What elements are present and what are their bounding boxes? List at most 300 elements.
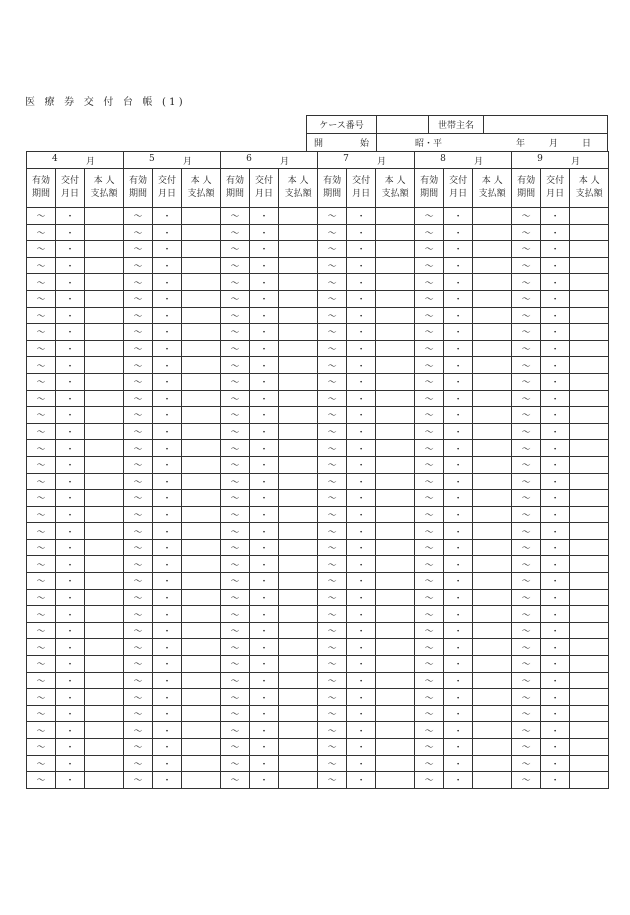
payment-cell[interactable] [279, 407, 318, 424]
issue-date-cell[interactable]: ・ [56, 606, 85, 623]
payment-cell[interactable] [376, 772, 415, 789]
issue-date-cell[interactable]: ・ [347, 307, 376, 324]
issue-date-cell[interactable]: ・ [444, 656, 473, 673]
issue-date-cell[interactable]: ・ [56, 423, 85, 440]
issue-date-cell[interactable]: ・ [250, 208, 279, 225]
payment-cell[interactable] [376, 539, 415, 556]
issue-date-cell[interactable]: ・ [347, 340, 376, 357]
payment-cell[interactable] [85, 739, 124, 756]
payment-cell[interactable] [473, 772, 512, 789]
payment-cell[interactable] [473, 357, 512, 374]
payment-cell[interactable] [570, 490, 609, 507]
payment-cell[interactable] [279, 257, 318, 274]
payment-cell[interactable] [473, 506, 512, 523]
issue-date-cell[interactable]: ・ [153, 573, 182, 590]
payment-cell[interactable] [85, 357, 124, 374]
valid-period-cell[interactable]: 〜 [512, 473, 541, 490]
payment-cell[interactable] [570, 407, 609, 424]
issue-date-cell[interactable]: ・ [444, 722, 473, 739]
payment-cell[interactable] [473, 722, 512, 739]
issue-date-cell[interactable]: ・ [347, 490, 376, 507]
issue-date-cell[interactable]: ・ [250, 440, 279, 457]
payment-cell[interactable] [182, 423, 221, 440]
valid-period-cell[interactable]: 〜 [415, 257, 444, 274]
payment-cell[interactable] [85, 456, 124, 473]
valid-period-cell[interactable]: 〜 [221, 589, 250, 606]
payment-cell[interactable] [473, 208, 512, 225]
valid-period-cell[interactable]: 〜 [512, 307, 541, 324]
valid-period-cell[interactable]: 〜 [124, 224, 153, 241]
payment-cell[interactable] [182, 473, 221, 490]
payment-cell[interactable] [473, 274, 512, 291]
payment-cell[interactable] [279, 357, 318, 374]
issue-date-cell[interactable]: ・ [153, 506, 182, 523]
valid-period-cell[interactable]: 〜 [27, 307, 56, 324]
valid-period-cell[interactable]: 〜 [27, 722, 56, 739]
valid-period-cell[interactable]: 〜 [415, 722, 444, 739]
issue-date-cell[interactable]: ・ [250, 473, 279, 490]
valid-period-cell[interactable]: 〜 [512, 208, 541, 225]
payment-cell[interactable] [376, 290, 415, 307]
payment-cell[interactable] [279, 705, 318, 722]
valid-period-cell[interactable]: 〜 [124, 622, 153, 639]
valid-period-cell[interactable]: 〜 [318, 224, 347, 241]
valid-period-cell[interactable]: 〜 [124, 556, 153, 573]
valid-period-cell[interactable]: 〜 [221, 622, 250, 639]
issue-date-cell[interactable]: ・ [153, 274, 182, 291]
payment-cell[interactable] [473, 324, 512, 341]
valid-period-cell[interactable]: 〜 [221, 373, 250, 390]
payment-cell[interactable] [473, 622, 512, 639]
issue-date-cell[interactable]: ・ [153, 241, 182, 258]
payment-cell[interactable] [570, 390, 609, 407]
valid-period-cell[interactable]: 〜 [124, 290, 153, 307]
valid-period-cell[interactable]: 〜 [415, 307, 444, 324]
payment-cell[interactable] [473, 523, 512, 540]
issue-date-cell[interactable]: ・ [250, 539, 279, 556]
issue-date-cell[interactable]: ・ [347, 241, 376, 258]
payment-cell[interactable] [376, 622, 415, 639]
valid-period-cell[interactable]: 〜 [512, 755, 541, 772]
valid-period-cell[interactable]: 〜 [27, 390, 56, 407]
payment-cell[interactable] [376, 257, 415, 274]
valid-period-cell[interactable]: 〜 [124, 324, 153, 341]
issue-date-cell[interactable]: ・ [541, 739, 570, 756]
issue-date-cell[interactable]: ・ [444, 739, 473, 756]
payment-cell[interactable] [473, 373, 512, 390]
payment-cell[interactable] [570, 755, 609, 772]
payment-cell[interactable] [473, 440, 512, 457]
valid-period-cell[interactable]: 〜 [27, 357, 56, 374]
payment-cell[interactable] [85, 573, 124, 590]
valid-period-cell[interactable]: 〜 [512, 290, 541, 307]
issue-date-cell[interactable]: ・ [347, 656, 376, 673]
valid-period-cell[interactable]: 〜 [27, 622, 56, 639]
payment-cell[interactable] [279, 224, 318, 241]
payment-cell[interactable] [85, 589, 124, 606]
issue-date-cell[interactable]: ・ [153, 672, 182, 689]
issue-date-cell[interactable]: ・ [541, 705, 570, 722]
issue-date-cell[interactable]: ・ [56, 639, 85, 656]
issue-date-cell[interactable]: ・ [541, 473, 570, 490]
issue-date-cell[interactable]: ・ [347, 423, 376, 440]
payment-cell[interactable] [473, 705, 512, 722]
valid-period-cell[interactable]: 〜 [221, 539, 250, 556]
issue-date-cell[interactable]: ・ [153, 556, 182, 573]
issue-date-cell[interactable]: ・ [56, 705, 85, 722]
payment-cell[interactable] [85, 423, 124, 440]
payment-cell[interactable] [85, 473, 124, 490]
issue-date-cell[interactable]: ・ [250, 274, 279, 291]
payment-cell[interactable] [376, 639, 415, 656]
payment-cell[interactable] [570, 772, 609, 789]
issue-date-cell[interactable]: ・ [56, 556, 85, 573]
payment-cell[interactable] [473, 739, 512, 756]
valid-period-cell[interactable]: 〜 [415, 224, 444, 241]
payment-cell[interactable] [473, 672, 512, 689]
valid-period-cell[interactable]: 〜 [124, 208, 153, 225]
issue-date-cell[interactable]: ・ [56, 622, 85, 639]
issue-date-cell[interactable]: ・ [444, 539, 473, 556]
issue-date-cell[interactable]: ・ [541, 506, 570, 523]
payment-cell[interactable] [473, 539, 512, 556]
issue-date-cell[interactable]: ・ [347, 373, 376, 390]
issue-date-cell[interactable]: ・ [444, 324, 473, 341]
payment-cell[interactable] [376, 523, 415, 540]
issue-date-cell[interactable]: ・ [153, 722, 182, 739]
valid-period-cell[interactable]: 〜 [221, 440, 250, 457]
payment-cell[interactable] [85, 440, 124, 457]
payment-cell[interactable] [279, 755, 318, 772]
payment-cell[interactable] [182, 523, 221, 540]
payment-cell[interactable] [182, 622, 221, 639]
issue-date-cell[interactable]: ・ [153, 324, 182, 341]
issue-date-cell[interactable]: ・ [250, 373, 279, 390]
payment-cell[interactable] [570, 722, 609, 739]
valid-period-cell[interactable]: 〜 [124, 772, 153, 789]
issue-date-cell[interactable]: ・ [153, 440, 182, 457]
valid-period-cell[interactable]: 〜 [318, 440, 347, 457]
issue-date-cell[interactable]: ・ [444, 407, 473, 424]
issue-date-cell[interactable]: ・ [444, 274, 473, 291]
valid-period-cell[interactable]: 〜 [221, 208, 250, 225]
valid-period-cell[interactable]: 〜 [221, 672, 250, 689]
payment-cell[interactable] [279, 656, 318, 673]
payment-cell[interactable] [85, 622, 124, 639]
payment-cell[interactable] [376, 407, 415, 424]
valid-period-cell[interactable]: 〜 [124, 390, 153, 407]
valid-period-cell[interactable]: 〜 [27, 340, 56, 357]
issue-date-cell[interactable]: ・ [347, 523, 376, 540]
payment-cell[interactable] [376, 357, 415, 374]
valid-period-cell[interactable]: 〜 [27, 689, 56, 706]
payment-cell[interactable] [473, 257, 512, 274]
payment-cell[interactable] [570, 473, 609, 490]
payment-cell[interactable] [85, 689, 124, 706]
valid-period-cell[interactable]: 〜 [318, 672, 347, 689]
valid-period-cell[interactable]: 〜 [221, 274, 250, 291]
payment-cell[interactable] [473, 755, 512, 772]
payment-cell[interactable] [182, 307, 221, 324]
payment-cell[interactable] [182, 440, 221, 457]
valid-period-cell[interactable]: 〜 [415, 772, 444, 789]
payment-cell[interactable] [376, 340, 415, 357]
issue-date-cell[interactable]: ・ [56, 473, 85, 490]
payment-cell[interactable] [376, 739, 415, 756]
issue-date-cell[interactable]: ・ [444, 224, 473, 241]
issue-date-cell[interactable]: ・ [56, 672, 85, 689]
payment-cell[interactable] [279, 523, 318, 540]
payment-cell[interactable] [570, 656, 609, 673]
payment-cell[interactable] [85, 390, 124, 407]
payment-cell[interactable] [570, 373, 609, 390]
payment-cell[interactable] [182, 606, 221, 623]
valid-period-cell[interactable]: 〜 [415, 523, 444, 540]
issue-date-cell[interactable]: ・ [250, 573, 279, 590]
valid-period-cell[interactable]: 〜 [318, 589, 347, 606]
valid-period-cell[interactable]: 〜 [512, 506, 541, 523]
payment-cell[interactable] [85, 407, 124, 424]
valid-period-cell[interactable]: 〜 [27, 539, 56, 556]
payment-cell[interactable] [376, 705, 415, 722]
payment-cell[interactable] [279, 606, 318, 623]
valid-period-cell[interactable]: 〜 [27, 573, 56, 590]
issue-date-cell[interactable]: ・ [56, 241, 85, 258]
valid-period-cell[interactable]: 〜 [221, 224, 250, 241]
issue-date-cell[interactable]: ・ [153, 689, 182, 706]
issue-date-cell[interactable]: ・ [250, 755, 279, 772]
issue-date-cell[interactable]: ・ [153, 606, 182, 623]
issue-date-cell[interactable]: ・ [56, 390, 85, 407]
valid-period-cell[interactable]: 〜 [318, 208, 347, 225]
valid-period-cell[interactable]: 〜 [318, 473, 347, 490]
valid-period-cell[interactable]: 〜 [124, 656, 153, 673]
payment-cell[interactable] [279, 589, 318, 606]
valid-period-cell[interactable]: 〜 [415, 324, 444, 341]
issue-date-cell[interactable]: ・ [153, 340, 182, 357]
valid-period-cell[interactable]: 〜 [512, 324, 541, 341]
payment-cell[interactable] [182, 290, 221, 307]
payment-cell[interactable] [182, 274, 221, 291]
valid-period-cell[interactable]: 〜 [124, 606, 153, 623]
issue-date-cell[interactable]: ・ [250, 523, 279, 540]
payment-cell[interactable] [376, 224, 415, 241]
issue-date-cell[interactable]: ・ [153, 639, 182, 656]
valid-period-cell[interactable]: 〜 [124, 689, 153, 706]
valid-period-cell[interactable]: 〜 [318, 274, 347, 291]
issue-date-cell[interactable]: ・ [541, 241, 570, 258]
valid-period-cell[interactable]: 〜 [512, 241, 541, 258]
payment-cell[interactable] [85, 656, 124, 673]
valid-period-cell[interactable]: 〜 [124, 672, 153, 689]
valid-period-cell[interactable]: 〜 [124, 490, 153, 507]
payment-cell[interactable] [570, 274, 609, 291]
issue-date-cell[interactable]: ・ [153, 539, 182, 556]
payment-cell[interactable] [570, 241, 609, 258]
valid-period-cell[interactable]: 〜 [27, 440, 56, 457]
valid-period-cell[interactable]: 〜 [27, 274, 56, 291]
valid-period-cell[interactable]: 〜 [415, 739, 444, 756]
issue-date-cell[interactable]: ・ [347, 390, 376, 407]
valid-period-cell[interactable]: 〜 [318, 573, 347, 590]
issue-date-cell[interactable]: ・ [541, 606, 570, 623]
issue-date-cell[interactable]: ・ [250, 772, 279, 789]
valid-period-cell[interactable]: 〜 [27, 224, 56, 241]
payment-cell[interactable] [570, 573, 609, 590]
payment-cell[interactable] [376, 672, 415, 689]
valid-period-cell[interactable]: 〜 [318, 705, 347, 722]
valid-period-cell[interactable]: 〜 [221, 390, 250, 407]
issue-date-cell[interactable]: ・ [153, 257, 182, 274]
issue-date-cell[interactable]: ・ [347, 556, 376, 573]
issue-date-cell[interactable]: ・ [444, 490, 473, 507]
valid-period-cell[interactable]: 〜 [415, 340, 444, 357]
payment-cell[interactable] [279, 556, 318, 573]
payment-cell[interactable] [570, 307, 609, 324]
valid-period-cell[interactable]: 〜 [221, 241, 250, 258]
payment-cell[interactable] [376, 589, 415, 606]
payment-cell[interactable] [182, 208, 221, 225]
issue-date-cell[interactable]: ・ [56, 340, 85, 357]
issue-date-cell[interactable]: ・ [153, 622, 182, 639]
valid-period-cell[interactable]: 〜 [415, 755, 444, 772]
valid-period-cell[interactable]: 〜 [512, 490, 541, 507]
payment-cell[interactable] [182, 689, 221, 706]
payment-cell[interactable] [182, 490, 221, 507]
payment-cell[interactable] [85, 324, 124, 341]
payment-cell[interactable] [279, 506, 318, 523]
valid-period-cell[interactable]: 〜 [221, 473, 250, 490]
payment-cell[interactable] [570, 689, 609, 706]
issue-date-cell[interactable]: ・ [444, 772, 473, 789]
payment-cell[interactable] [85, 606, 124, 623]
issue-date-cell[interactable]: ・ [444, 456, 473, 473]
issue-date-cell[interactable]: ・ [153, 423, 182, 440]
payment-cell[interactable] [85, 506, 124, 523]
valid-period-cell[interactable]: 〜 [27, 739, 56, 756]
issue-date-cell[interactable]: ・ [153, 357, 182, 374]
valid-period-cell[interactable]: 〜 [512, 573, 541, 590]
issue-date-cell[interactable]: ・ [56, 407, 85, 424]
issue-date-cell[interactable]: ・ [444, 340, 473, 357]
valid-period-cell[interactable]: 〜 [415, 290, 444, 307]
issue-date-cell[interactable]: ・ [444, 208, 473, 225]
valid-period-cell[interactable]: 〜 [221, 755, 250, 772]
valid-period-cell[interactable]: 〜 [221, 257, 250, 274]
payment-cell[interactable] [473, 606, 512, 623]
payment-cell[interactable] [182, 656, 221, 673]
valid-period-cell[interactable]: 〜 [221, 523, 250, 540]
payment-cell[interactable] [570, 324, 609, 341]
issue-date-cell[interactable]: ・ [541, 357, 570, 374]
issue-date-cell[interactable]: ・ [250, 639, 279, 656]
valid-period-cell[interactable]: 〜 [318, 324, 347, 341]
issue-date-cell[interactable]: ・ [56, 290, 85, 307]
issue-date-cell[interactable]: ・ [347, 755, 376, 772]
valid-period-cell[interactable]: 〜 [124, 373, 153, 390]
issue-date-cell[interactable]: ・ [541, 656, 570, 673]
issue-date-cell[interactable]: ・ [153, 772, 182, 789]
issue-date-cell[interactable]: ・ [250, 357, 279, 374]
payment-cell[interactable] [279, 739, 318, 756]
issue-date-cell[interactable]: ・ [153, 373, 182, 390]
payment-cell[interactable] [85, 672, 124, 689]
issue-date-cell[interactable]: ・ [250, 622, 279, 639]
valid-period-cell[interactable]: 〜 [124, 423, 153, 440]
issue-date-cell[interactable]: ・ [541, 290, 570, 307]
valid-period-cell[interactable]: 〜 [415, 407, 444, 424]
issue-date-cell[interactable]: ・ [444, 639, 473, 656]
valid-period-cell[interactable]: 〜 [124, 456, 153, 473]
payment-cell[interactable] [279, 340, 318, 357]
issue-date-cell[interactable]: ・ [444, 755, 473, 772]
issue-date-cell[interactable]: ・ [250, 556, 279, 573]
valid-period-cell[interactable]: 〜 [318, 739, 347, 756]
valid-period-cell[interactable]: 〜 [415, 573, 444, 590]
payment-cell[interactable] [182, 739, 221, 756]
valid-period-cell[interactable]: 〜 [27, 456, 56, 473]
payment-cell[interactable] [473, 241, 512, 258]
valid-period-cell[interactable]: 〜 [124, 589, 153, 606]
valid-period-cell[interactable]: 〜 [512, 357, 541, 374]
valid-period-cell[interactable]: 〜 [415, 473, 444, 490]
payment-cell[interactable] [182, 224, 221, 241]
issue-date-cell[interactable]: ・ [541, 573, 570, 590]
payment-cell[interactable] [182, 539, 221, 556]
issue-date-cell[interactable]: ・ [347, 407, 376, 424]
valid-period-cell[interactable]: 〜 [221, 639, 250, 656]
valid-period-cell[interactable]: 〜 [318, 556, 347, 573]
issue-date-cell[interactable]: ・ [250, 689, 279, 706]
payment-cell[interactable] [182, 324, 221, 341]
valid-period-cell[interactable]: 〜 [124, 274, 153, 291]
issue-date-cell[interactable]: ・ [347, 456, 376, 473]
payment-cell[interactable] [570, 589, 609, 606]
valid-period-cell[interactable]: 〜 [124, 357, 153, 374]
valid-period-cell[interactable]: 〜 [221, 357, 250, 374]
valid-period-cell[interactable]: 〜 [415, 539, 444, 556]
payment-cell[interactable] [376, 689, 415, 706]
payment-cell[interactable] [473, 473, 512, 490]
payment-cell[interactable] [570, 423, 609, 440]
issue-date-cell[interactable]: ・ [56, 208, 85, 225]
valid-period-cell[interactable]: 〜 [415, 689, 444, 706]
issue-date-cell[interactable]: ・ [250, 407, 279, 424]
issue-date-cell[interactable]: ・ [444, 689, 473, 706]
payment-cell[interactable] [85, 772, 124, 789]
payment-cell[interactable] [473, 573, 512, 590]
valid-period-cell[interactable]: 〜 [318, 772, 347, 789]
issue-date-cell[interactable]: ・ [250, 722, 279, 739]
issue-date-cell[interactable]: ・ [444, 473, 473, 490]
issue-date-cell[interactable]: ・ [541, 639, 570, 656]
payment-cell[interactable] [570, 523, 609, 540]
valid-period-cell[interactable]: 〜 [318, 490, 347, 507]
payment-cell[interactable] [473, 390, 512, 407]
payment-cell[interactable] [279, 390, 318, 407]
valid-period-cell[interactable]: 〜 [415, 622, 444, 639]
issue-date-cell[interactable]: ・ [56, 689, 85, 706]
valid-period-cell[interactable]: 〜 [27, 506, 56, 523]
valid-period-cell[interactable]: 〜 [124, 473, 153, 490]
valid-period-cell[interactable]: 〜 [27, 290, 56, 307]
issue-date-cell[interactable]: ・ [541, 622, 570, 639]
payment-cell[interactable] [182, 705, 221, 722]
valid-period-cell[interactable]: 〜 [27, 523, 56, 540]
valid-period-cell[interactable]: 〜 [318, 257, 347, 274]
payment-cell[interactable] [182, 257, 221, 274]
issue-date-cell[interactable]: ・ [541, 340, 570, 357]
